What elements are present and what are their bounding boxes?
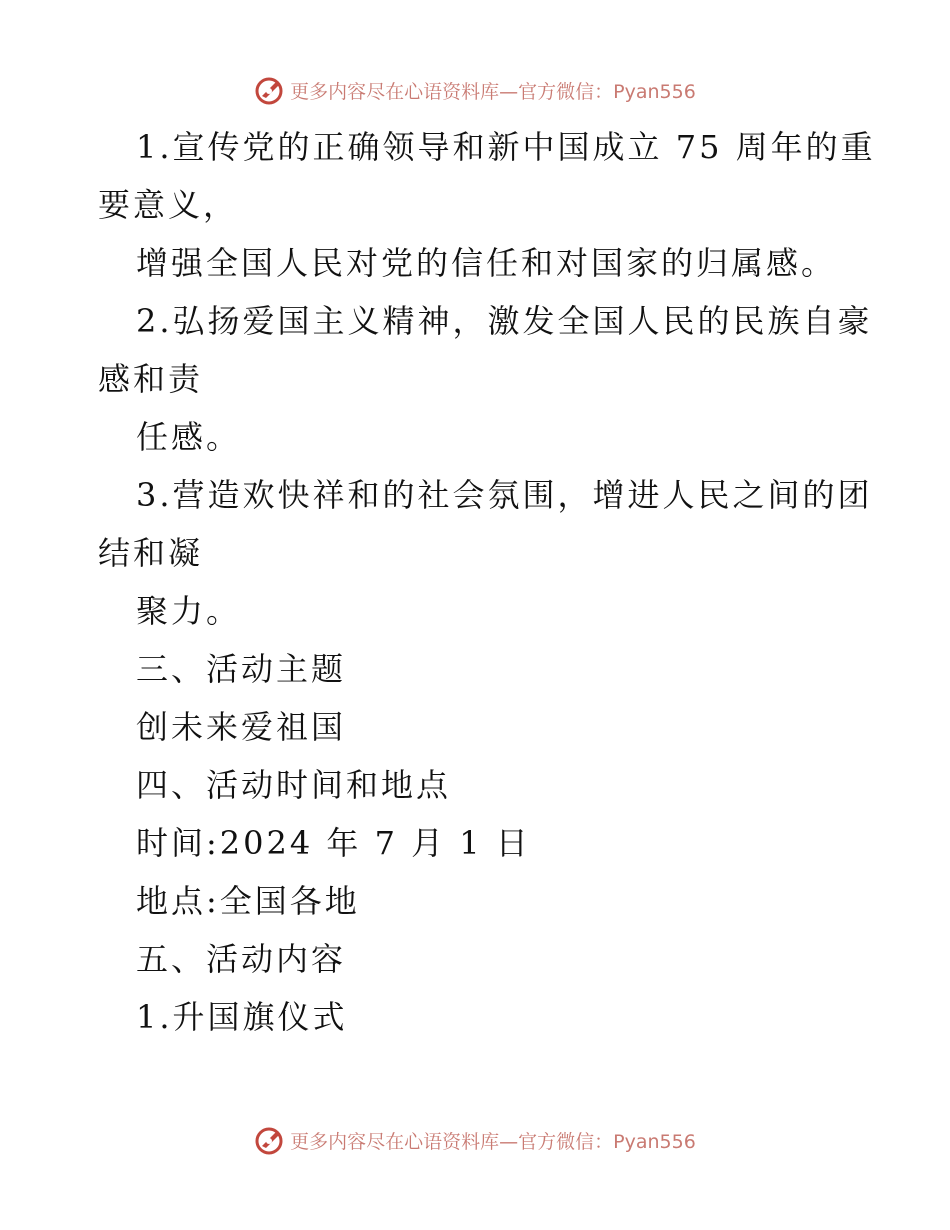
paragraph-line: 增强全国人民对党的信任和对国家的归属感。 (136, 244, 837, 282)
paragraph-line: 2.弘扬爱国主义精神，激发全国人民的民族自豪 (136, 302, 873, 340)
header-watermark (0, 72, 950, 108)
paragraph-line: 地点:全国各地 (136, 882, 360, 920)
document-body (98, 118, 876, 1046)
paragraph-line: 感和责 (98, 360, 204, 398)
paragraph-line: 要意义， (98, 186, 239, 224)
section-heading: 四、活动时间和地点 (136, 766, 452, 804)
paragraph-line: 时间:2024 年 7 月 1 日 (136, 824, 531, 862)
watermark-text: 更多内容尽在心语资料库—官方微信：Pyan556 (290, 1130, 696, 1153)
paragraph-line: 创未来爱祖国 (136, 708, 347, 746)
paragraph-line: 1.宣传党的正确领导和新中国成立 75 周年的重 (136, 128, 876, 166)
paragraph-line: 1.升国旗仪式 (136, 998, 348, 1036)
footer-watermark (0, 1122, 950, 1158)
section-heading: 三、活动主题 (136, 650, 347, 688)
pen-logo-icon (254, 74, 286, 106)
pen-logo-icon (254, 1124, 286, 1156)
paragraph-line: 结和凝 (98, 534, 204, 572)
paragraph-line: 3.营造欢快祥和的社会氛围，增进人民之间的团 (136, 476, 873, 514)
section-heading: 五、活动内容 (136, 940, 347, 978)
paragraph-line: 任感。 (136, 418, 242, 456)
paragraph-line: 聚力。 (136, 592, 242, 630)
watermark-text: 更多内容尽在心语资料库—官方微信：Pyan556 (290, 80, 696, 103)
